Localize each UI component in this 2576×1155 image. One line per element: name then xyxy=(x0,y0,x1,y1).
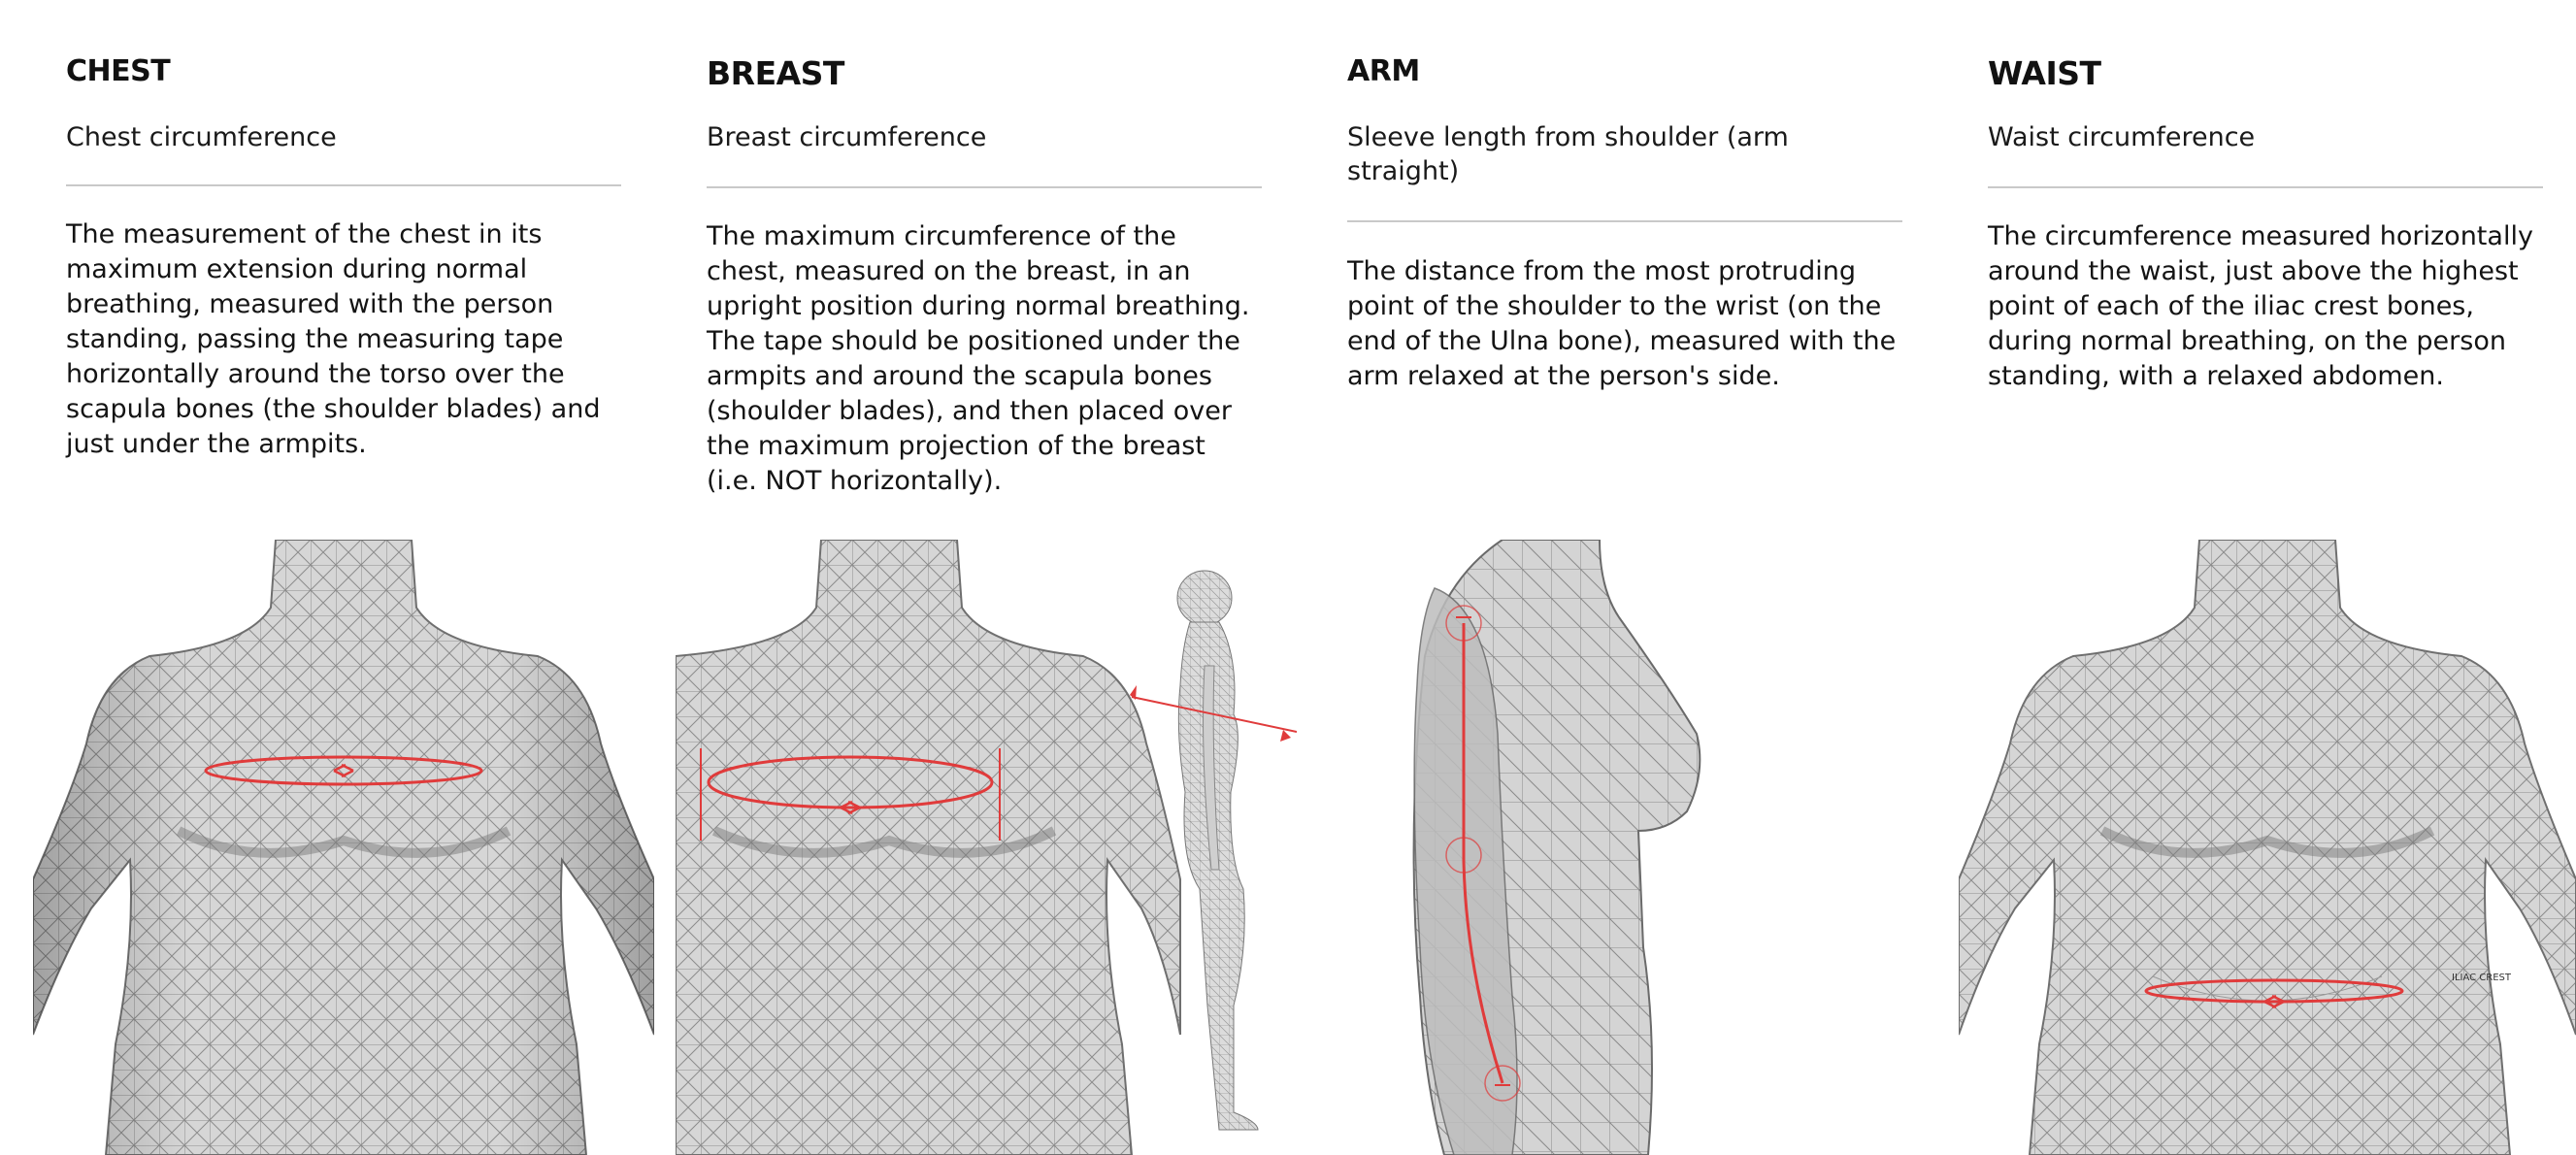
chest-figure xyxy=(33,540,654,1155)
arm-heading: ARM xyxy=(1347,54,1420,88)
arm-description: The distance from the most protruding point of the shoulder to the wrist (on the end of the Ulna bone), measured with the arm relaxed at the person's side. xyxy=(1347,256,1897,391)
breast-description: The maximum circumference of the chest, measured on the breast, in an upright position during normal breathing. The tape should be positioned under the armpits and around the scapula bones (shoulder blades), and then placed over the maximum projection of the breast (i.e. NOT horizontally). xyxy=(707,221,1250,496)
breast-figure xyxy=(676,540,1297,1155)
breast-divider xyxy=(707,186,1262,188)
chest-divider xyxy=(66,184,621,186)
breast-heading: BREAST xyxy=(707,54,844,92)
iliac-crest-label: ILIAC CREST xyxy=(2452,973,2512,983)
torso-waist-figure-icon xyxy=(1959,540,2576,1155)
waist-description: The circumference measured horizontally around the waist, just above the highest point of each of the iliac crest bones, during normal breathing, on the person standing, with a relaxed abdomen. xyxy=(1988,221,2533,391)
waist-figure xyxy=(1959,540,2576,1155)
arm-side-figure-icon xyxy=(1405,540,1833,1155)
chest-description: The measurement of the chest in its maximum extension during normal breathing, measured with the person standing, passing the measuring tape horizontally around the torso over the scapula bones (the shoulder blades) and just under the armpits. xyxy=(66,219,601,459)
arm-subtitle: Sleeve length from shoulder (arm straight) xyxy=(1347,122,1789,186)
chest-heading: CHEST xyxy=(66,54,171,88)
arm-figure xyxy=(1405,540,1833,1155)
waist-heading: WAIST xyxy=(1988,54,2101,92)
waist-subtitle: Waist circumference xyxy=(1988,122,2256,152)
breast-subtitle: Breast circumference xyxy=(707,122,987,152)
breast-figure-icon xyxy=(676,540,1297,1155)
waist-divider xyxy=(1988,186,2543,188)
chest-subtitle: Chest circumference xyxy=(66,122,337,152)
torso-front-figure-icon xyxy=(33,540,654,1155)
arm-divider xyxy=(1347,220,1902,222)
